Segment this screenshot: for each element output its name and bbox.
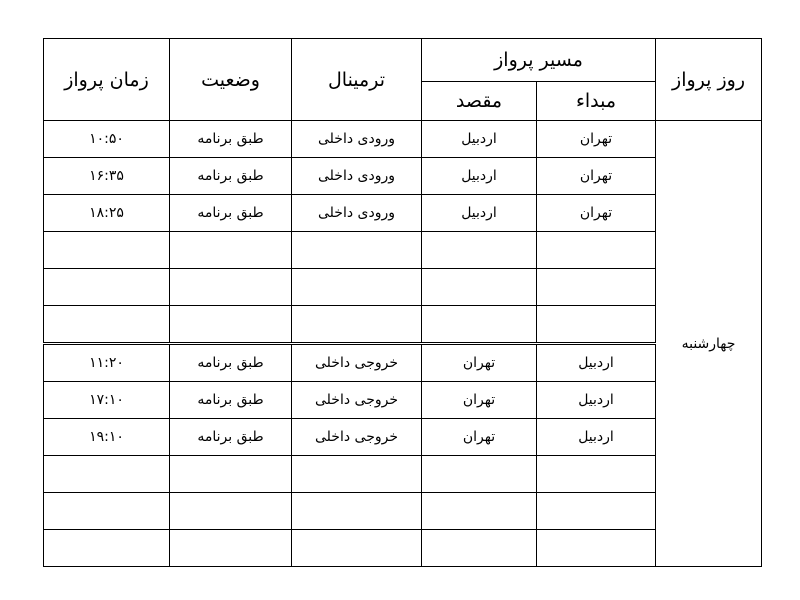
origin-cell — [537, 456, 656, 493]
destination-cell — [422, 456, 537, 493]
destination-cell: اردبیل — [422, 195, 537, 232]
destination-cell — [422, 269, 537, 306]
flight-day-header: روز پرواز — [656, 39, 762, 121]
origin-header: مبداء — [537, 82, 656, 121]
flight-time-cell — [44, 493, 170, 530]
terminal-cell — [292, 456, 422, 493]
status-cell — [170, 530, 292, 567]
destination-cell — [422, 530, 537, 567]
table-row — [44, 232, 762, 269]
terminal-cell — [292, 269, 422, 306]
origin-cell: اردبیل — [537, 419, 656, 456]
destination-cell: اردبیل — [422, 158, 537, 195]
status-cell: طبق برنامه — [170, 121, 292, 158]
flight-time-cell — [44, 456, 170, 493]
route-header: مسیر پرواز — [422, 39, 656, 82]
destination-cell: تهران — [422, 382, 537, 419]
terminal-cell — [292, 306, 422, 344]
table-row — [44, 530, 762, 567]
status-cell: طبق برنامه — [170, 158, 292, 195]
status-cell: طبق برنامه — [170, 344, 292, 382]
table-row — [44, 121, 762, 158]
destination-cell: تهران — [422, 419, 537, 456]
terminal-cell: خروجی داخلی — [292, 419, 422, 456]
status-cell — [170, 456, 292, 493]
origin-cell — [537, 232, 656, 269]
flight-time-header: زمان پرواز — [44, 39, 170, 121]
terminal-cell: ورودی داخلی — [292, 158, 422, 195]
table-row — [44, 456, 762, 493]
origin-cell: اردبیل — [537, 344, 656, 382]
origin-cell — [537, 493, 656, 530]
table-row — [44, 158, 762, 195]
table-row — [44, 269, 762, 306]
flight-time-cell: ۱۸:۲۵ — [44, 195, 170, 232]
flight-time-cell: ۱۷:۱۰ — [44, 382, 170, 419]
origin-cell: تهران — [537, 121, 656, 158]
status-cell: طبق برنامه — [170, 195, 292, 232]
terminal-header: ترمینال — [292, 39, 422, 121]
terminal-cell — [292, 232, 422, 269]
destination-cell — [422, 306, 537, 344]
flight-time-cell: ۱۹:۱۰ — [44, 419, 170, 456]
flight-time-cell — [44, 530, 170, 567]
flight-time-cell — [44, 232, 170, 269]
terminal-cell — [292, 493, 422, 530]
status-cell — [170, 493, 292, 530]
status-cell — [170, 232, 292, 269]
origin-cell — [537, 306, 656, 344]
table-row — [44, 493, 762, 530]
origin-cell — [537, 269, 656, 306]
terminal-cell — [292, 530, 422, 567]
table-row — [44, 419, 762, 456]
terminal-cell: خروجی داخلی — [292, 344, 422, 382]
destination-cell: تهران — [422, 344, 537, 382]
header-row — [44, 39, 762, 82]
table-row — [44, 306, 762, 344]
status-cell — [170, 269, 292, 306]
flight-time-cell — [44, 306, 170, 344]
table-row — [44, 382, 762, 419]
flight-schedule-table — [43, 38, 762, 567]
status-cell: طبق برنامه — [170, 419, 292, 456]
destination-cell: اردبیل — [422, 121, 537, 158]
flight-time-cell: ۱۰:۵۰ — [44, 121, 170, 158]
flight-time-cell: ۱۶:۳۵ — [44, 158, 170, 195]
terminal-cell: خروجی داخلی — [292, 382, 422, 419]
origin-cell: تهران — [537, 158, 656, 195]
terminal-cell: ورودی داخلی — [292, 121, 422, 158]
flight-day-cell: چهارشنبه — [656, 121, 762, 567]
table-row — [44, 344, 762, 382]
origin-cell: تهران — [537, 195, 656, 232]
origin-cell: اردبیل — [537, 382, 656, 419]
flight-time-cell — [44, 269, 170, 306]
terminal-cell: ورودی داخلی — [292, 195, 422, 232]
table-row — [44, 195, 762, 232]
destination-cell — [422, 232, 537, 269]
flight-time-cell: ۱۱:۲۰ — [44, 344, 170, 382]
status-header: وضعیت — [170, 39, 292, 121]
destination-header: مقصد — [422, 82, 537, 121]
origin-cell — [537, 530, 656, 567]
destination-cell — [422, 493, 537, 530]
status-cell: طبق برنامه — [170, 382, 292, 419]
status-cell — [170, 306, 292, 344]
